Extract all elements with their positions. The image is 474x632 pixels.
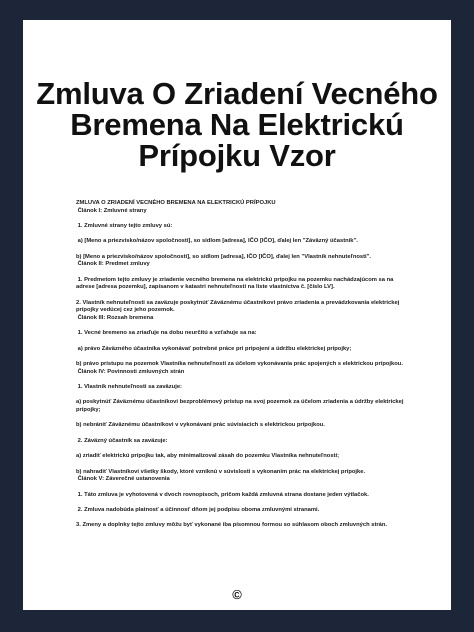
title-line-2: Bremena Na Elektrickú — [70, 107, 404, 142]
paragraph: b) nahradiť Vlastníkovi všetky škody, ktoré vzniknú v súvislosti s vykonaním prác na elektrickej prípojke. — [76, 468, 366, 475]
paragraph: 1. Táto zmluva je vyhotovená v dvoch rovnopisoch, pričom každá zmluvná strana dostane jeden výtlačok. — [76, 491, 369, 498]
paragraph: 2. Vlastník nehnuteľnosti sa zaväzuje poskytnúť Záväznému účastníkovi právo zriadenia a prevádzkovania elektrickej prípojky vedúcej cez jeho pozemok. — [76, 299, 401, 314]
paragraph: b) [Meno a priezvisko/názov spoločnosti], so sídlom [adresa], IČO [IČO], ďalej len "Vlastník nehnuteľnosti". — [76, 253, 372, 260]
paragraph: 1. Zmluvné strany tejto zmluvy sú: — [76, 222, 173, 229]
section-heading-5: Článok V: Záverečné ustanovenia — [76, 476, 170, 483]
document-title — [23, 78, 451, 171]
copyright-symbol: © — [232, 587, 242, 602]
contract-heading: ZMLUVA O ZRIADENÍ VECNÉHO BREMENA NA ELEKTRICKÚ PRÍPOJKU — [76, 200, 276, 206]
paragraph: b) právo prístupu na pozemok Vlastníka nehnuteľnosti za účelom vykonávania prác spojených s elektrickou prípojkou. — [76, 361, 403, 368]
paragraph: 1. Predmetom tejto zmluvy je zriadenie vecného bremena na elektrickú prípojku na pozemku nachádzajúcom sa na adrese [adresa pozemku], zapísanom v katastri nehnuteľností na liste vlastníctva č. [číslo LV]. — [76, 276, 395, 291]
paragraph: 2. Záväzný účastník sa zaväzuje: — [76, 437, 168, 444]
paragraph: a) [Meno a priezvisko/názov spoločnosti], so sídlom [adresa], IČO [IČO], ďalej len "Záväzný účastník". — [76, 238, 358, 245]
paragraph: b) nebrániť Záväznému účastníkovi v vykonávaní prác súvisiacich s elektrickou prípojkou. — [76, 422, 325, 429]
paragraph: 1. Vlastník nehnuteľnosti sa zaväzuje: — [76, 384, 182, 391]
paragraph: a) poskytnúť Záväznému účastníkovi bezproblémový prístup na svoj pozemok za účelom zriadenia a údržby elektrickej prípojky; — [76, 399, 406, 414]
paragraph: 2. Zmluva nadobúda platnosť a účinnosť dňom jej podpisu oboma zmluvnými stranami. — [76, 507, 320, 513]
section-heading-4: Článok IV: Povinnosti zmluvných strán — [76, 368, 185, 375]
section-heading-2: Článok II: Predmet zmluvy — [76, 261, 150, 268]
paragraph: 3. Zmeny a doplnky tejto zmluvy môžu byť vykonané iba písomnou formou so súhlasom oboch zmluvných strán. — [76, 522, 388, 529]
paragraph: a) právo Záväzného účastníka vykonávať potrebné práce pri pripojení a údržbu elektrickej prípojky; — [76, 345, 352, 352]
paragraph: 1. Vecné bremeno sa zriaďuje na dobu neurčitú a vzťahuje sa na: — [76, 330, 257, 337]
document-page — [23, 20, 451, 610]
title-line-1: Zmluva O Zriadení Vecného — [36, 76, 438, 111]
contract-body — [76, 200, 412, 538]
section-heading-1: Článok I: Zmluvné strany — [76, 207, 147, 214]
title-line-3: Prípojku Vzor — [138, 138, 336, 173]
section-heading-3: Článok III: Rozsah bremena — [76, 314, 154, 321]
paragraph: a) zriadiť elektrickú prípojku tak, aby minimalizoval zásah do pozemku Vlastníka nehnuteľností; — [76, 453, 340, 460]
